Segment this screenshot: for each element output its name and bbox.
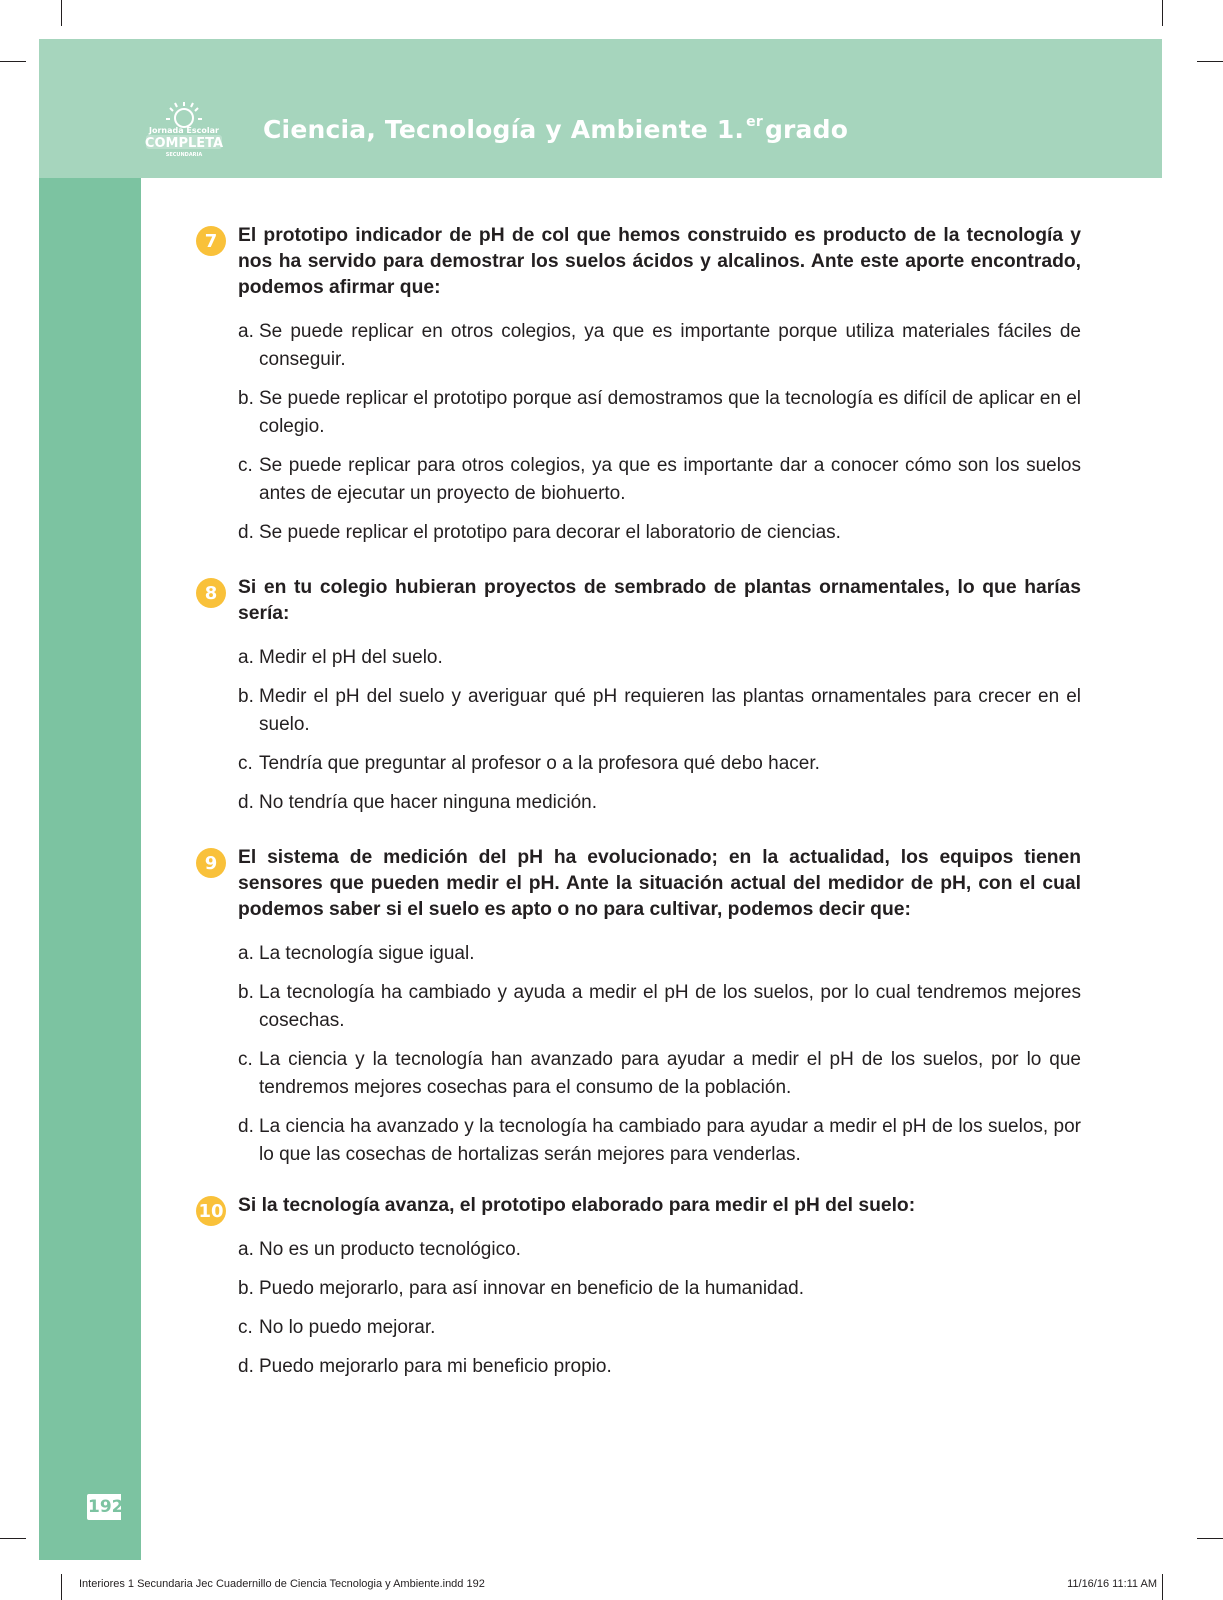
option-text: Se puede replicar el prototipo para decorar el laboratorio de ciencias.: [259, 522, 841, 543]
crop-mark: [0, 61, 26, 62]
question-number-badge: 7: [196, 226, 226, 256]
question-8: [196, 575, 1081, 817]
question-text: El prototipo indicador de pH de col que hemos construido es producto de la tecnología y nos ha servido para demostrar los suelos ácidos y alcalinos. Ante este aporte encontrado, podemos afirmar que:: [238, 225, 1081, 298]
option-item: [238, 644, 1081, 672]
option-text: No es un producto tecnológico.: [259, 1239, 521, 1260]
logo-text-top: Jornada Escolar: [149, 126, 219, 135]
option-letter: a.: [238, 321, 254, 342]
option-text: No lo puedo mejorar.: [259, 1317, 436, 1338]
footer-timestamp: 11/16/16 11:11 AM: [1067, 1578, 1157, 1590]
option-item: [238, 750, 1081, 778]
option-item: [238, 979, 1081, 1035]
question-7: [196, 223, 1081, 547]
option-letter: d.: [238, 792, 254, 813]
option-letter: c.: [238, 1317, 253, 1338]
option-letter: a.: [238, 647, 254, 668]
option-letter: b.: [238, 686, 254, 707]
logo-text-bottom: SECUNDARIA: [165, 152, 203, 158]
title-superscript: er: [746, 114, 763, 130]
crop-mark: [61, 0, 62, 26]
option-letter: b.: [238, 1278, 254, 1299]
option-item: [238, 789, 1081, 817]
option-text: Puedo mejorarlo para mi beneficio propio.: [259, 1356, 612, 1377]
option-letter: d.: [238, 522, 254, 543]
question-9: [196, 845, 1081, 1169]
option-text: Tendría que preguntar al profesor o a la profesora qué debo hacer.: [259, 753, 820, 774]
options-list: [238, 1236, 1081, 1381]
option-item: [238, 318, 1081, 374]
questions-section: [196, 223, 1081, 1392]
question-text: El sistema de medición del pH ha evolucionado; en la actualidad, los equipos tienen sensores que pueden medir el pH. Ante la situación actual del medidor de pH, con el cual podemos saber si el suelo es apto o no para cultivar, podemos decir que:: [238, 847, 1081, 920]
option-letter: d.: [238, 1356, 254, 1377]
side-band: [39, 178, 141, 1560]
option-letter: b.: [238, 388, 254, 409]
question-number-badge: 9: [196, 848, 226, 878]
title-prefix: Ciencia, Tecnología y Ambiente 1.: [263, 115, 745, 144]
option-text: Se puede replicar en otros colegios, ya que es importante porque utiliza materiales fáciles de conseguir.: [259, 321, 1081, 370]
option-item: [238, 1353, 1081, 1381]
option-text: Se puede replicar el prototipo porque así demostramos que la tecnología es difícil de aplicar en el colegio.: [259, 388, 1081, 437]
option-letter: a.: [238, 1239, 254, 1260]
option-text: La ciencia ha avanzado y la tecnología ha cambiado para ayudar a medir el pH de los suelos, por lo que las cosechas de hortalizas serán mejores para venderlas.: [259, 1116, 1081, 1165]
option-letter: b.: [238, 982, 254, 1003]
option-item: [238, 1275, 1081, 1303]
option-item: [238, 1113, 1081, 1169]
footer-file-name: Interiores 1 Secundaria Jec Cuadernillo de Ciencia Tecnologia y Ambiente.indd 192: [79, 1578, 485, 1590]
question-number-badge: 8: [196, 578, 226, 608]
option-item: [238, 385, 1081, 441]
title-suffix: grado: [764, 115, 849, 144]
page-title: [263, 114, 848, 144]
logo-text-main: COMPLETA: [144, 136, 224, 151]
option-letter: c.: [238, 753, 253, 774]
option-text: Medir el pH del suelo.: [259, 647, 443, 668]
crop-mark: [1197, 1538, 1223, 1539]
option-item: [238, 940, 1081, 968]
option-letter: d.: [238, 1116, 254, 1137]
question-text: Si en tu colegio hubieran proyectos de sembrado de plantas ornamentales, lo que harías sería:: [238, 577, 1081, 624]
option-text: La tecnología sigue igual.: [259, 943, 475, 964]
question-text: Si la tecnología avanza, el prototipo elaborado para medir el pH del suelo:: [238, 1195, 916, 1216]
option-letter: c.: [238, 1049, 253, 1070]
crop-mark: [1197, 61, 1223, 62]
option-letter: c.: [238, 455, 253, 476]
option-text: La ciencia y la tecnología han avanzado para ayudar a medir el pH de los suelos, por lo que tendremos mejores cosechas para el consumo de la población.: [259, 1049, 1081, 1098]
options-list: [238, 940, 1081, 1169]
option-item: [238, 519, 1081, 547]
option-text: Medir el pH del suelo y averiguar qué pH requieren las plantas ornamentales para crecer en el suelo.: [259, 686, 1081, 735]
crop-mark: [61, 1574, 62, 1600]
option-item: [238, 452, 1081, 508]
option-letter: a.: [238, 943, 254, 964]
option-item: [238, 1236, 1081, 1264]
question-10: [196, 1193, 1081, 1381]
question-number-badge: 10: [196, 1196, 226, 1226]
crop-mark: [1162, 1574, 1163, 1600]
options-list: [238, 644, 1081, 817]
page-number: 192: [88, 1497, 124, 1517]
options-list: [238, 318, 1081, 547]
option-text: La tecnología ha cambiado y ayuda a medir el pH de los suelos, por lo cual tendremos mejores cosechas.: [259, 982, 1081, 1031]
crop-mark: [1162, 0, 1163, 26]
option-item: [238, 1046, 1081, 1102]
jornada-escolar-completa-logo: [143, 100, 225, 158]
option-item: [238, 1314, 1081, 1342]
option-text: Se puede replicar para otros colegios, ya que es importante dar a conocer cómo son los suelos antes de ejecutar un proyecto de biohuerto.: [259, 455, 1081, 504]
option-text: Puedo mejorarlo, para así innovar en beneficio de la humanidad.: [259, 1278, 805, 1299]
crop-mark: [0, 1538, 26, 1539]
option-item: [238, 683, 1081, 739]
option-text: No tendría que hacer ninguna medición.: [259, 792, 598, 813]
